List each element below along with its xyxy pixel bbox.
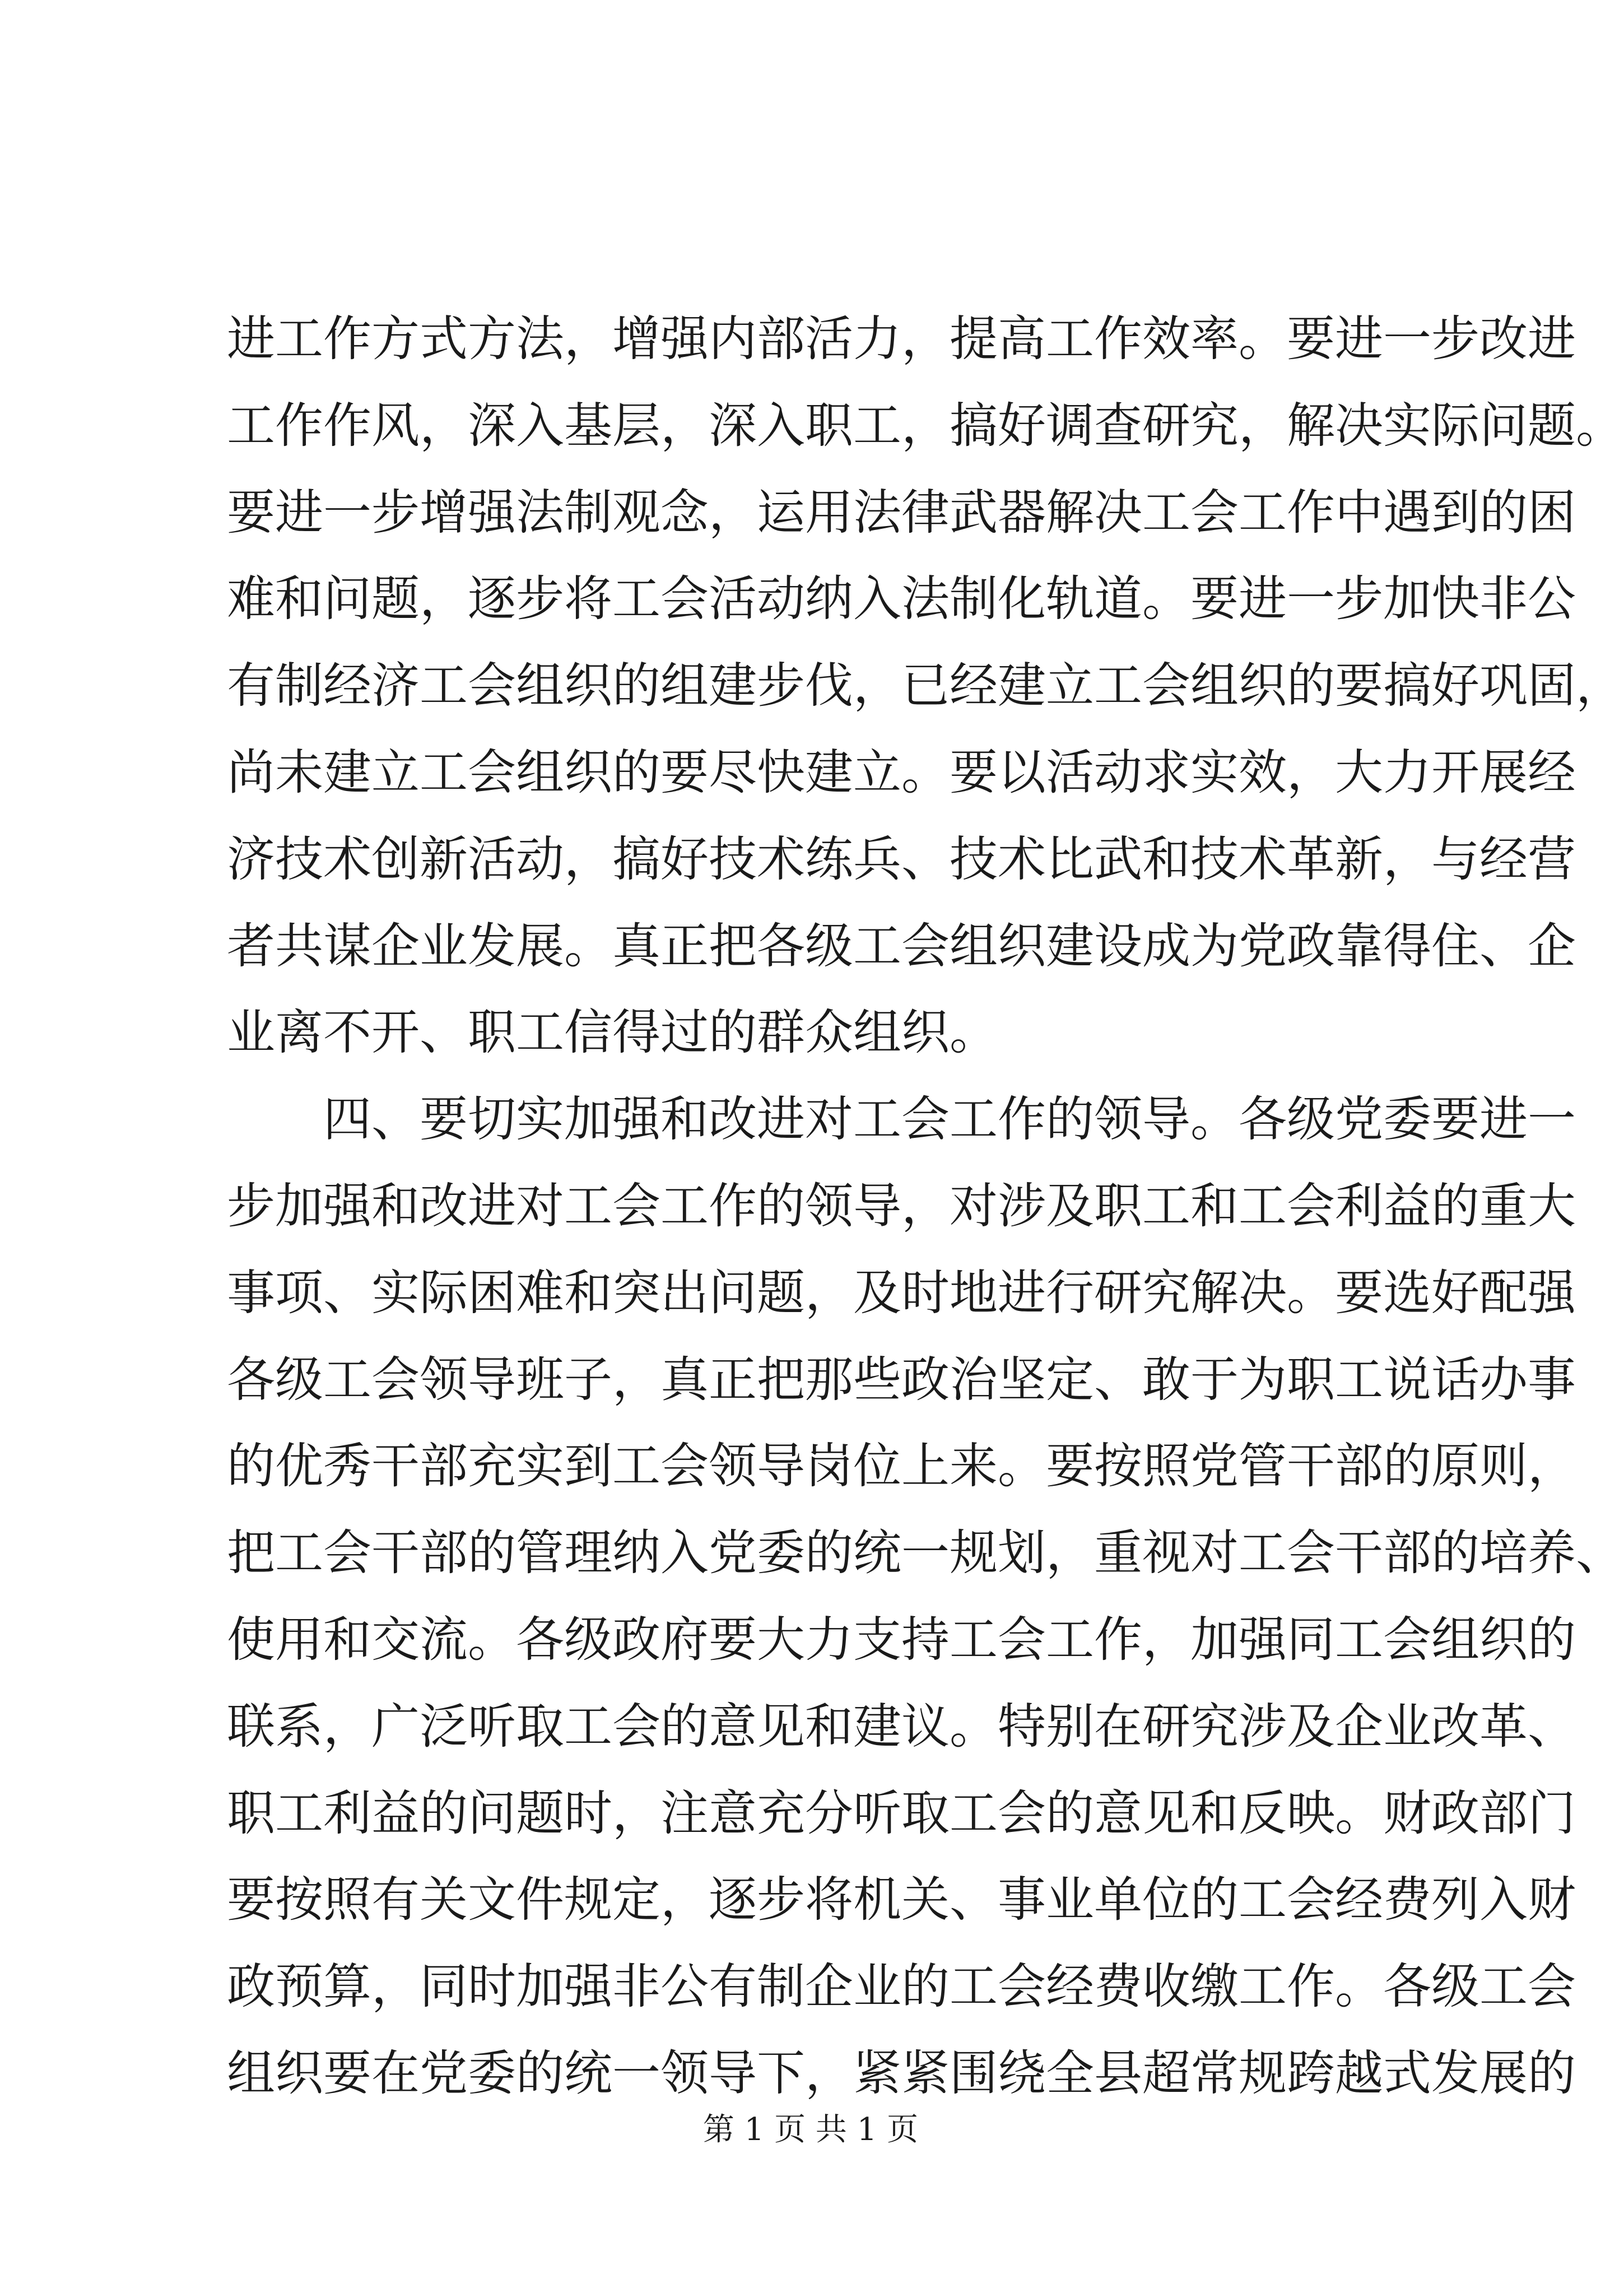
text-line: 使用和交流。各级政府要大力支持工会工作，加强同工会组织的	[227, 1611, 1576, 1668]
text-line: 难和问题，逐步将工会活动纳入法制化轨道。要进一步加快非公	[227, 571, 1576, 627]
text-line: 要进一步增强法制观念，运用法律武器解决工会工作中遇到的困	[227, 484, 1576, 541]
text-line: 政预算，同时加强非公有制企业的工会经费收缴工作。各级工会	[227, 1959, 1576, 2015]
text-line: 工作作风，深入基层，深入职工，搞好调查研究，解决实际问题。	[227, 397, 1624, 454]
text-line: 有制经济工会组织的组建步伐，已经建立工会组织的要搞好巩固，	[227, 658, 1624, 714]
text-line: 的优秀干部充实到工会领导岗位上来。要按照党管干部的原则，	[227, 1438, 1576, 1495]
body-text	[227, 296, 1624, 2117]
text-line: 济技术创新活动，搞好技术练兵、技术比武和技术革新，与经营	[227, 831, 1576, 887]
text-line: 职工利益的问题时，注意充分听取工会的意见和反映。财政部门	[227, 1785, 1576, 1841]
text-line: 把工会干部的管理纳入党委的统一规划，重视对工会干部的培养、	[227, 1525, 1624, 1582]
text-line: 组织要在党委的统一领导下，紧紧围绕全县超常规跨越式发展的	[227, 2045, 1576, 2101]
section-heading-line: 四、要切实加强和改进对工会工作的领导。各级党委要进一	[323, 1091, 1576, 1148]
text-line: 要按照有关文件规定，逐步将机关、事业单位的工会经费列入财	[227, 1872, 1576, 1928]
text-line: 进工作方式方法，增强内部活力，提高工作效率。要进一步改进	[227, 311, 1576, 367]
text-line: 尚未建立工会组织的要尽快建立。要以活动求实效，大力开展经	[227, 744, 1576, 801]
text-line: 联系，广泛听取工会的意见和建议。特别在研究涉及企业改革、	[227, 1698, 1576, 1755]
text-line: 步加强和改进对工会工作的领导，对涉及职工和工会利益的重大	[227, 1178, 1576, 1234]
text-line: 者共谋企业发展。真正把各级工会组织建设成为党政靠得住、企	[227, 918, 1576, 974]
text-line: 事项、实际困难和突出问题，及时地进行研究解决。要选好配强	[227, 1264, 1576, 1321]
paragraph-end-line: 业离不开、职工信得过的群众组织。	[227, 1004, 998, 1061]
page-number-footer: 第 1 页 共 1 页	[702, 2111, 919, 2148]
text-line: 各级工会领导班子，真正把那些政治坚定、敢于为职工说话办事	[227, 1351, 1576, 1408]
